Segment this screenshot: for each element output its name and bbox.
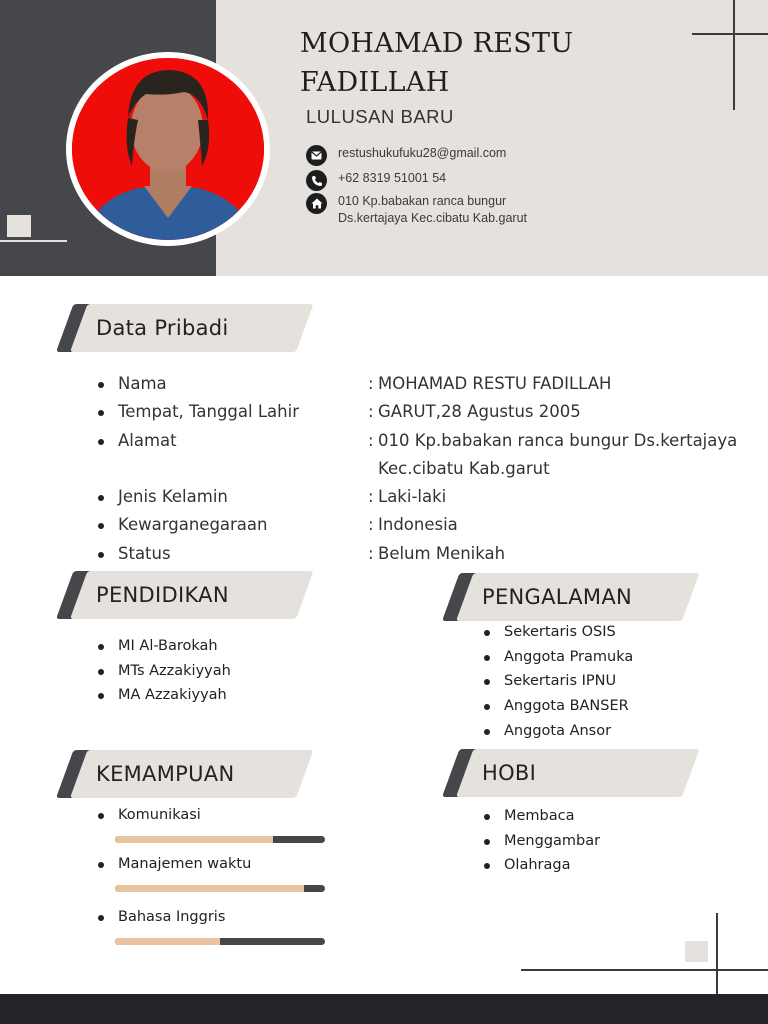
email-text: restushukufuku28@gmail.com (338, 146, 507, 160)
experience-list (484, 620, 633, 743)
list-item: Anggota Pramuka (484, 645, 633, 670)
decorative-cross-horizontal (692, 33, 768, 35)
skill-level-fill (115, 938, 220, 945)
skill-level-fill (115, 885, 304, 892)
decorative-square (685, 941, 708, 962)
education-list (98, 634, 231, 708)
full-name (300, 24, 730, 102)
list-item: Anggota Ansor (484, 719, 633, 744)
personal-label: Status (98, 540, 171, 568)
personal-label: Tempat, Tanggal Lahir (98, 398, 299, 426)
list-item: MTs Azzakiyyah (98, 659, 231, 684)
personal-value: : MOHAMAD RESTU FADILLAH (368, 374, 612, 393)
skill-name: Komunikasi (98, 803, 201, 828)
skill-item (98, 905, 225, 930)
personal-value: : Indonesia (368, 515, 458, 534)
personal-value: : Laki-laki (368, 487, 447, 506)
list-item: MA Azzakiyyah (98, 683, 231, 708)
person-silhouette-icon (72, 58, 264, 240)
section-title: KEMAMPUAN (96, 762, 235, 786)
section-header-hobi (442, 749, 684, 797)
personal-label: Alamat (98, 427, 177, 455)
list-item: Membaca (484, 804, 600, 829)
address-line-2: Ds.kertajaya Kec.cibatu Kab.garut (338, 211, 527, 225)
skill-item (98, 803, 201, 828)
section-title: PENDIDIKAN (96, 583, 229, 607)
list-item: Sekertaris OSIS (484, 620, 633, 645)
section-header-pendidikan (56, 571, 296, 619)
personal-label: Kewarganegaraan (98, 511, 268, 539)
skill-level-fill (115, 836, 273, 843)
phone-text: +62 8319 51001 54 (338, 171, 447, 185)
skill-name: Bahasa Inggris (98, 905, 225, 930)
decorative-cross-horizontal (521, 969, 768, 971)
personal-value: : Belum Menikah (368, 544, 506, 563)
profile-photo (72, 58, 264, 240)
contact-address (306, 193, 568, 227)
footer-bar (0, 994, 768, 1024)
skill-item (98, 852, 251, 877)
decorative-line (0, 240, 67, 242)
list-item: Menggambar (484, 829, 600, 854)
section-title: HOBI (482, 761, 537, 785)
decorative-cross-vertical (733, 0, 735, 110)
skill-level-bar (115, 885, 325, 892)
personal-label: Jenis Kelamin (98, 483, 228, 511)
home-icon (306, 193, 327, 214)
address-line-1: 010 Kp.babakan ranca bungur (338, 194, 507, 208)
list-item: Olahraga (484, 853, 600, 878)
list-item: MI Al-Barokah (98, 634, 231, 659)
address-text (338, 193, 568, 227)
contact-email (306, 145, 506, 166)
personal-value: : 010 Kp.babakan ranca bungur Ds.kertajaya Kec.cibatu Kab.garut (368, 431, 738, 478)
personal-label: Nama (98, 370, 167, 398)
hobby-list (484, 804, 600, 878)
phone-icon (306, 170, 327, 191)
job-title: LULUSAN BARU (306, 106, 454, 127)
contact-phone (306, 170, 446, 191)
mail-icon (306, 145, 327, 166)
section-title: Data Pribadi (96, 316, 229, 340)
decorative-square (7, 215, 31, 237)
section-header-kemampuan (56, 750, 296, 798)
name-line-1: MOHAMAD RESTU (300, 28, 574, 59)
personal-value: : GARUT,28 Agustus 2005 (368, 402, 581, 421)
skill-level-bar (115, 938, 325, 945)
skill-level-bar (115, 836, 325, 843)
section-title: PENGALAMAN (482, 585, 633, 609)
list-item: Anggota BANSER (484, 694, 633, 719)
section-header-data-pribadi (56, 304, 296, 352)
name-line-2: FADILLAH (300, 67, 450, 98)
section-header-pengalaman (442, 573, 684, 621)
skill-name: Manajemen waktu (98, 852, 251, 877)
list-item: Sekertaris IPNU (484, 669, 633, 694)
